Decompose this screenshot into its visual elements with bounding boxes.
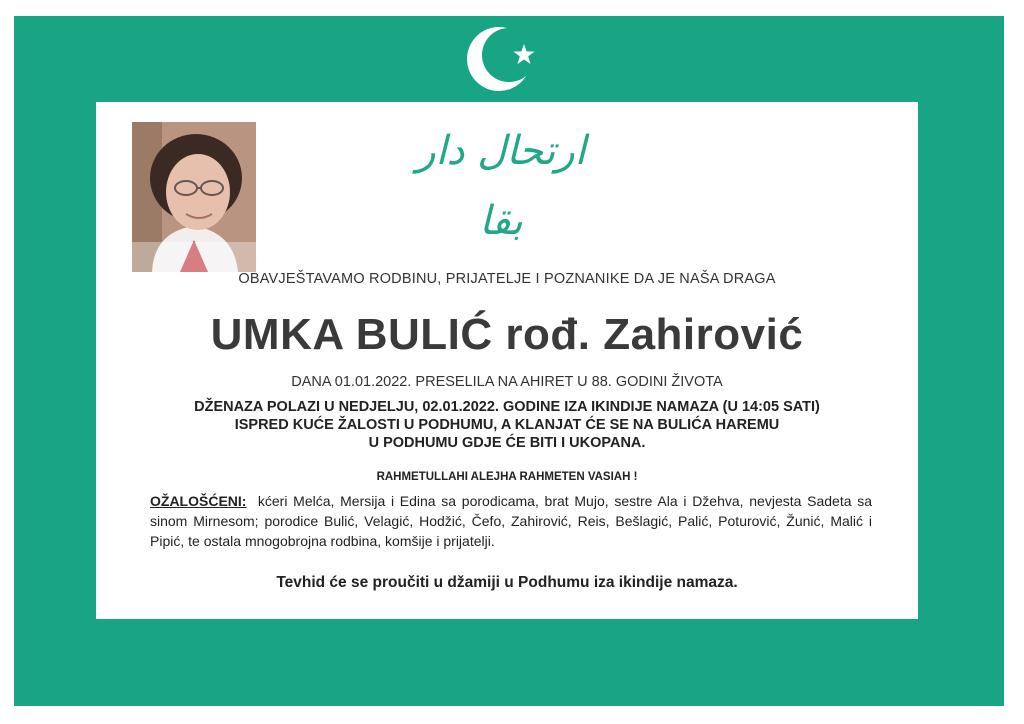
- intro-text: OBAVJEŠTAVAMO RODBINU, PRIJATELJE I POZNANIKE DA JE NAŠA DRAGA: [238, 271, 776, 287]
- mourners-label: OŽALOŠĆENI:: [150, 493, 247, 509]
- deceased-portrait-photo: [132, 122, 256, 272]
- date-of-death-line: DANA 01.01.2022. PRESELILA NA AHIRET U 88. GODINI ŽIVOTA: [291, 374, 723, 390]
- arabic-calligraphy-heading: ارتحال دار بقا: [416, 128, 586, 244]
- tevhid-notice: Tevhid će se proučiti u džamiji u Podhumu iza ikindije namaza.: [276, 574, 738, 591]
- funeral-line-2: ISPRED KUĆE ŽALOSTI U PODHUMU, A KLANJAT ĆE SE NA BULIĆA HAREMU: [234, 417, 780, 433]
- funeral-line-3: U PODHUMU GDJE ĆE BITI I UKOPANA.: [368, 435, 646, 451]
- notice-card: [96, 102, 918, 619]
- funeral-line-1: DŽENAZA POLAZI U NEDJELJU, 02.01.2022. GODINE IZA IKINDIJE NAMAZA (U 14:05 SATI): [194, 399, 820, 415]
- deceased-name: UMKA BULIĆ rođ. Zahirović: [210, 310, 804, 359]
- mourners-paragraph: [150, 491, 872, 551]
- prayer-line: RAHMETULLAHI ALEJHA RAHMETEN VASIAH !: [376, 471, 638, 483]
- mourners-text: kćeri Melća, Mersija i Edina sa porodicama, brat Mujo, sestre Ala i Džehva, nevjesta Sadeta sa sinom Mirnesom; porodice Bulić, Velagić, Hodžić, Čefo, Zahirović, Reis, Bešlagić, Palić, Poturović, Žunić, Malić i Pipić, te ostala mnogobrojna rodbina, komšije i prijatelji.: [150, 493, 872, 549]
- crescent-and-star-icon: [466, 22, 540, 96]
- funeral-details: [96, 398, 918, 452]
